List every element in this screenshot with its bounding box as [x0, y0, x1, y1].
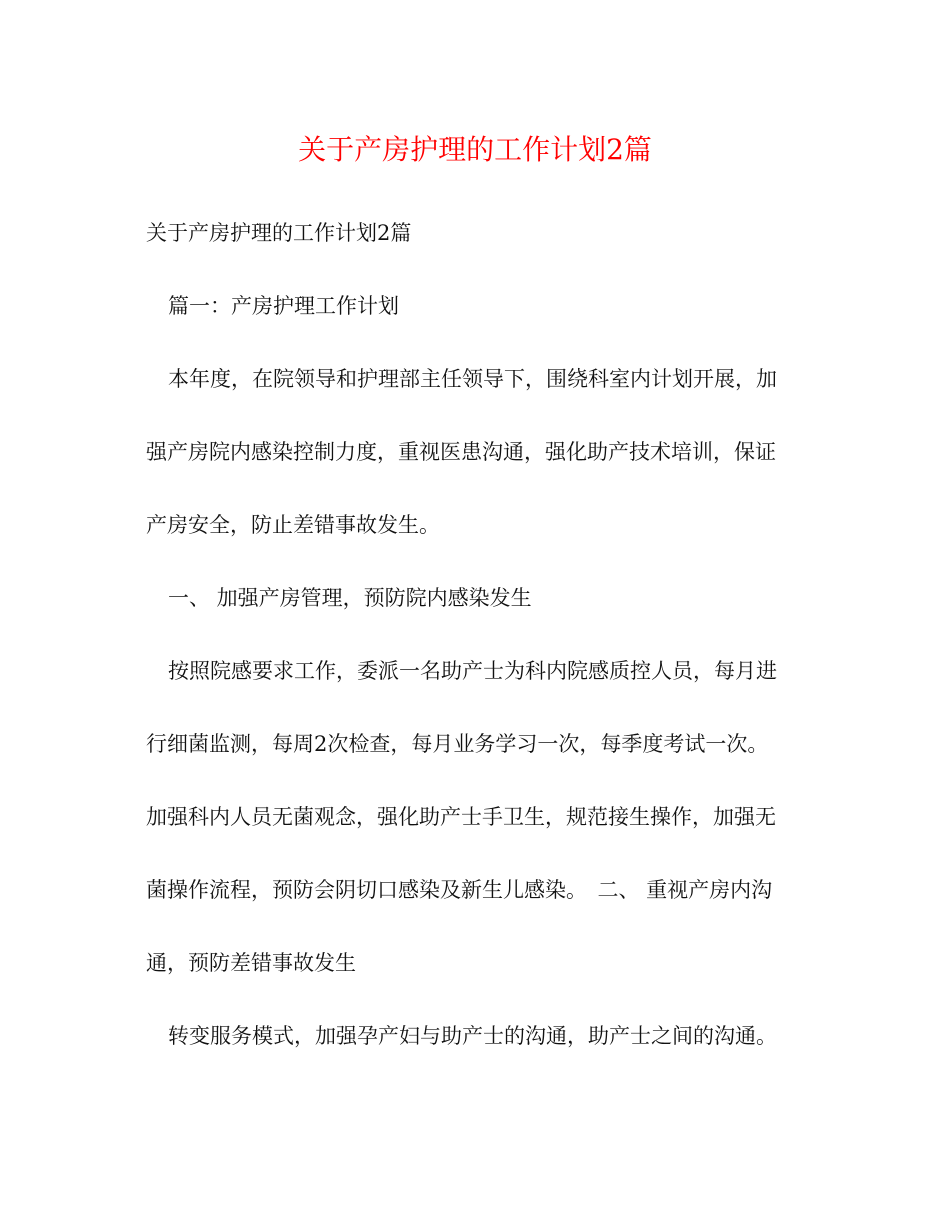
- document-title: 关于产房护理的工作计划2篇: [298, 133, 652, 166]
- paragraph-line: 菌操作流程，预防会阴切口感染及新生儿感染。 二、 重视产房内沟: [146, 878, 773, 902]
- paragraph-line: 加强科内人员无菌观念，强化助产士手卫生，规范接生操作，加强无: [146, 805, 776, 829]
- paragraph-line: 按照院感要求工作，委派一名助产士为科内院感质控人员，每月进: [168, 659, 777, 683]
- paragraph-line: 本年度，在院领导和护理部主任领导下，围绕科室内计划开展，加: [168, 367, 777, 391]
- paragraph-line: 行细菌监测，每周2次检查，每月业务学习一次，每季度考试一次。: [146, 732, 769, 756]
- paragraph-line: 产房安全，防止差错事故发生。: [146, 513, 440, 537]
- paragraph-line: 转变服务模式，加强孕产妇与助产士的沟通，助产士之间的沟通。: [168, 1024, 777, 1048]
- section-heading-part-one: 篇一：产房护理工作计划: [168, 294, 399, 318]
- paragraph-line: 强产房院内感染控制力度，重视医患沟通，强化助产技术培训，保证: [146, 440, 776, 464]
- subtitle-line: 关于产房护理的工作计划2篇: [146, 221, 412, 245]
- paragraph-line: 通，预防差错事故发生: [146, 951, 356, 975]
- section-heading-one: 一、 加强产房管理，预防院内感染发生: [168, 586, 532, 610]
